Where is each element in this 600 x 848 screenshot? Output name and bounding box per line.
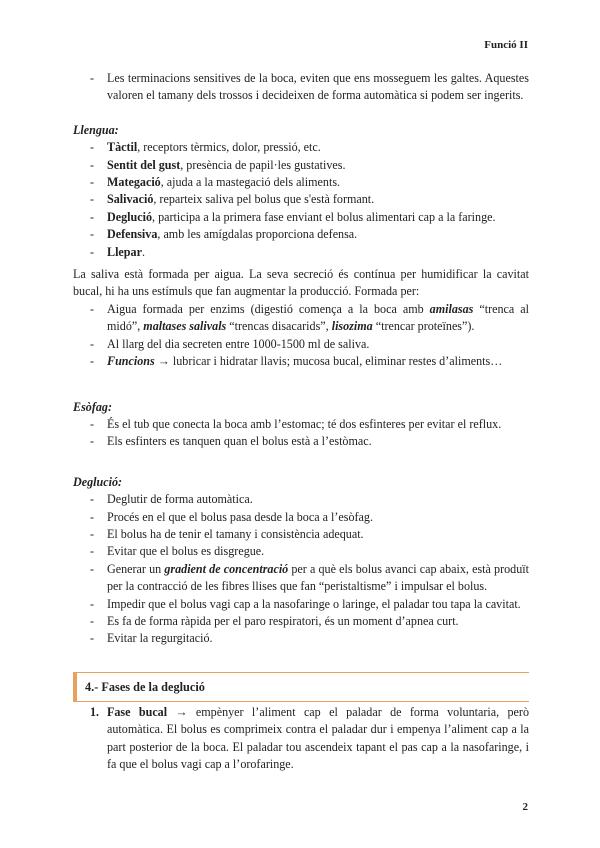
enzyme-term: maltases salivals bbox=[143, 319, 227, 334]
phase-list bbox=[73, 704, 529, 774]
term: Sentit del gust bbox=[107, 157, 181, 172]
term-description: , amb les amígdalas proporciona defensa. bbox=[157, 227, 358, 242]
text-run: Generar un bbox=[107, 561, 165, 576]
list-item bbox=[73, 244, 529, 261]
phase-item bbox=[73, 704, 529, 774]
list-item: - Es fa de forma ràpida per el paro respiratori, és un moment d’apnea curt. bbox=[73, 613, 529, 630]
deglucio-heading: Deglució: bbox=[73, 474, 123, 489]
saliva-paragraph: La saliva està formada per aigua. La seva secreció és contínua per humidificar la cavitat bucal, hi ha uns estímuls que fan augmentar la producció. Formada per: bbox=[73, 267, 529, 299]
term-description: , receptors tèrmics, dolor, pressió, etc. bbox=[137, 140, 321, 155]
list-item: - Les terminacions sensitives de la boca, eviten que ens mosseguem les galtes. Aquestes valoren el tamany dels trossos i decideixen de forma automàtica si podem ser ingerits. bbox=[73, 70, 529, 105]
text-run: “trencas disacarids”, bbox=[226, 319, 332, 334]
list-item: - Impedir que el bolus vagi cap a la nasofaringe o laringe, el paladar tou tapa la cavitat. bbox=[73, 596, 529, 613]
list-item bbox=[73, 157, 529, 174]
term-description: , reparteix saliva pel bolus que s'està formant. bbox=[153, 192, 375, 207]
term: Salivació bbox=[107, 192, 154, 207]
list-item: - Els esfinters es tanquen quan el bolus està a l’estòmac. bbox=[73, 433, 529, 450]
document-body bbox=[73, 70, 529, 648]
esofag-list bbox=[73, 416, 529, 451]
list-item bbox=[73, 226, 529, 243]
list-item: - Deglutir de forma automàtica. bbox=[73, 491, 529, 508]
text-run: per a què els bolus avanci cap abaix, està produït per la contracció de les fibres llises que fan “peristaltisme” i impulsar el bolus. bbox=[107, 561, 529, 594]
term: Tàctil bbox=[107, 140, 138, 155]
page-header-title: Funció II bbox=[484, 39, 528, 51]
list-item bbox=[73, 139, 529, 156]
saliva-list bbox=[73, 301, 529, 371]
llengua-heading: Llengua: bbox=[73, 122, 119, 137]
list-item bbox=[73, 174, 529, 191]
term-description: , ajuda a la mastegació dels aliments. bbox=[160, 175, 341, 190]
term-description: . bbox=[141, 244, 145, 259]
llengua-list bbox=[73, 139, 529, 261]
list-item: - Al llarg del dia secreten entre 1000-1500 ml de saliva. bbox=[73, 336, 529, 353]
term-description: , participa a la primera fase enviant el bolus alimentari cap a la faringe. bbox=[152, 209, 496, 224]
term: Defensiva bbox=[107, 227, 158, 242]
term: Mategació bbox=[107, 175, 161, 190]
term-description: , presència de papil·les gustatives. bbox=[180, 157, 346, 172]
list-item: - El bolus ha de tenir el tamany i consistència adequat. bbox=[73, 526, 529, 543]
list-item bbox=[73, 209, 529, 226]
deglucio-list bbox=[73, 491, 529, 648]
list-item: - Evitar que el bolus es disgregue. bbox=[73, 543, 529, 560]
section-title: 4.- Fases de la deglució bbox=[85, 680, 205, 694]
text-run: “trencar proteïnes”). bbox=[372, 319, 475, 334]
phase-text bbox=[107, 704, 529, 774]
term: Llepar bbox=[107, 244, 142, 259]
intro-list bbox=[73, 70, 529, 105]
list-item: - Evitar la regurgitació. bbox=[73, 630, 529, 647]
page-number: 2 bbox=[522, 801, 528, 813]
phase-description: → empènyer l’aliment cap el paladar de forma voluntaria, però automàtica. El bolus es comprimeix contra el paladar dur i empenya l’aliment cap a la part posterior de la boca. El paladar tou ascendeix tapant el pas cap a la nasofaringe, i fa que el bolus vagi cap a l’orofaringe. bbox=[107, 705, 529, 772]
list-item bbox=[73, 353, 529, 370]
list-item: - Procés en el que el bolus pasa desde la boca a l’esòfag. bbox=[73, 509, 529, 526]
term-description: → lubricar i hidratar llavis; mucosa bucal, eliminar restes d’aliments… bbox=[154, 354, 503, 369]
section-heading-box bbox=[73, 672, 529, 702]
enzyme-term: amilasas bbox=[429, 301, 474, 316]
list-item bbox=[73, 301, 529, 336]
list-item: - És el tub que conecta la boca amb l’estomac; té dos esfinteres per evitar el reflux. bbox=[73, 416, 529, 433]
phase-term: Fase bucal bbox=[107, 705, 168, 719]
text-run: “trenca al midó”, bbox=[107, 301, 529, 334]
text-run: Aigua formada per enzims (digestió comença a la boca amb bbox=[107, 301, 430, 316]
enzyme-term: lisozima bbox=[331, 319, 373, 334]
term: gradient de concentració bbox=[164, 561, 289, 576]
list-item bbox=[73, 561, 529, 596]
term: Funcions bbox=[107, 354, 155, 369]
phase-number: 1. bbox=[90, 705, 100, 719]
term: Deglució bbox=[107, 209, 153, 224]
esofag-heading: Esòfag: bbox=[73, 399, 112, 414]
list-item bbox=[73, 191, 529, 208]
